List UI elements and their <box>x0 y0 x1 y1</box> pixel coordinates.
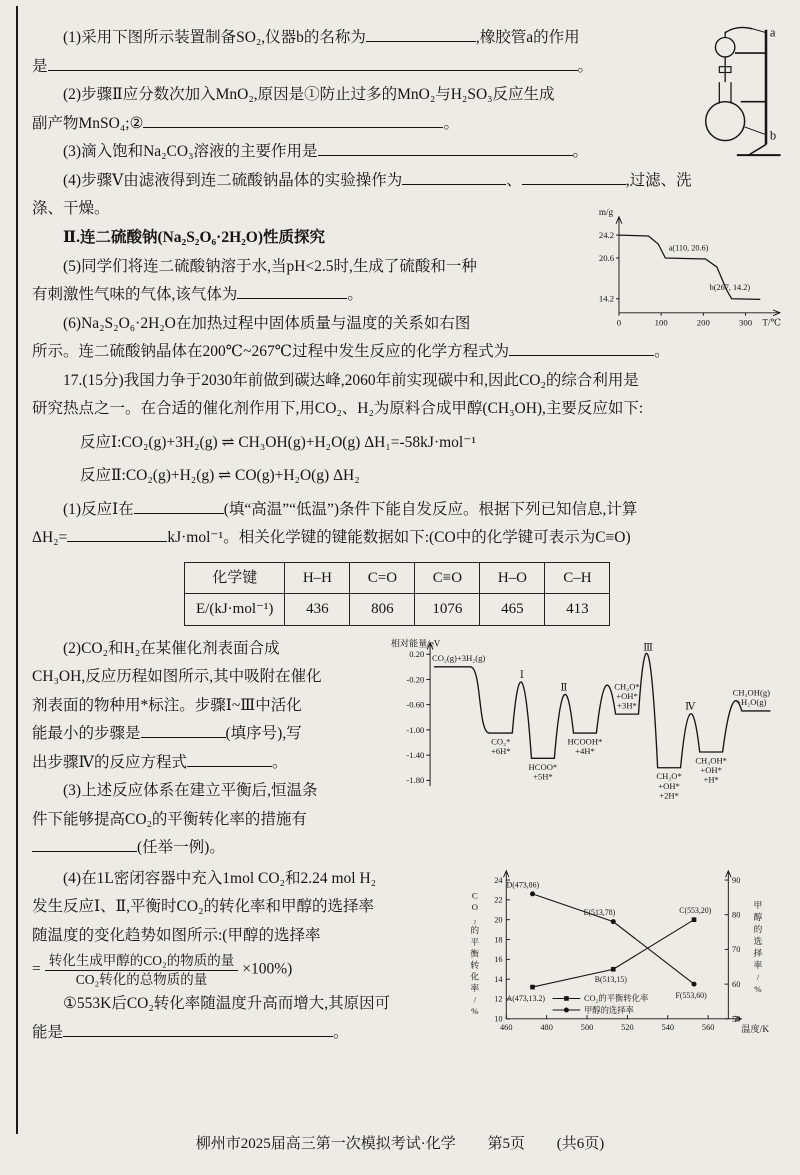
text-line <box>32 865 460 894</box>
text-segment: 17.(15分)我国力争于2030年前做到碳达峰,2060年前实现碳中和,因此CO₂的综合利用是 <box>63 371 639 389</box>
q17-part2-text <box>32 635 388 863</box>
text-segment: (4)步骤Ⅴ由滤液得到连二硫酸钠晶体的实验操作为 <box>63 171 403 189</box>
fraction <box>45 952 238 988</box>
answer-blank <box>134 497 224 514</box>
svg-text:%: % <box>754 983 762 994</box>
svg-text:的: 的 <box>753 923 763 934</box>
svg-text:Ⅲ: Ⅲ <box>643 642 653 654</box>
text-segment: 能是 <box>32 1023 64 1041</box>
text-line <box>32 990 460 1019</box>
svg-text:+4H*: +4H* <box>575 745 595 756</box>
svg-text:90: 90 <box>732 875 741 885</box>
svg-text:/: / <box>756 971 760 982</box>
label-b-leader <box>745 127 766 135</box>
svg-text:温度/K: 温度/K <box>741 1024 770 1035</box>
flask-body <box>706 102 745 141</box>
svg-text:16: 16 <box>494 954 503 964</box>
text-segment: 剂表面的物种用*标注。步骤Ⅰ~Ⅲ中活化 <box>32 696 302 714</box>
svg-text:+OH*: +OH* <box>700 764 722 775</box>
question-16-section <box>32 24 784 224</box>
text-segment: ,过滤、洗 <box>625 171 692 189</box>
selectivity-formula <box>32 952 460 988</box>
svg-text:-1.80: -1.80 <box>406 774 425 785</box>
answer-blank <box>141 722 226 739</box>
svg-text:22: 22 <box>494 895 503 905</box>
fraction-numerator: 转化生成甲醇的CO₂的物质的量 <box>48 953 235 969</box>
text-segment: ①553K后CO₂转化率随温度升高而增大,其原因可 <box>63 995 391 1013</box>
text-segment: (1)反应Ⅰ在 <box>63 500 134 518</box>
text-segment: 。 <box>577 57 594 75</box>
apparatus-figure <box>680 20 782 171</box>
svg-text:CH₃O*: CH₃O* <box>656 770 682 781</box>
text-segment: 。 <box>654 343 670 361</box>
text-line <box>32 663 388 692</box>
svg-text:50: 50 <box>732 1014 741 1024</box>
energy-profile-svg <box>388 635 780 812</box>
text-segment: 。 <box>272 753 288 771</box>
text-line <box>32 367 784 396</box>
svg-text:300: 300 <box>739 317 753 328</box>
text-segment: = <box>32 960 41 978</box>
svg-text:CO₂(g)+3H₂(g): CO₂(g)+3H₂(g) <box>431 652 486 663</box>
energy-profile-figure <box>388 635 784 823</box>
text-segment: (6)Na₂S₂O₆·2H₂O在加热过程中固体质量与温度的关系如右图 <box>63 314 471 332</box>
svg-text:相对能量/eV: 相对能量/eV <box>390 638 441 649</box>
svg-text:560: 560 <box>701 1022 715 1032</box>
text-segment: 。 <box>443 114 459 132</box>
svg-text:CO₂的平衡转化率: CO₂的平衡转化率 <box>583 994 649 1004</box>
svg-text:选: 选 <box>753 935 763 946</box>
text-segment: 件下能够提高CO₂的平衡转化率的措施有 <box>32 810 307 828</box>
svg-text:520: 520 <box>621 1022 634 1032</box>
svg-text:B(513,15): B(513,15) <box>594 974 627 984</box>
text-segment: 出步骤Ⅳ的反应方程式 <box>32 753 187 771</box>
svg-text:+H₂O(g): +H₂O(g) <box>736 696 767 707</box>
table-row <box>185 562 610 594</box>
svg-text:200: 200 <box>696 317 710 328</box>
footer-page-total: (共6页) <box>556 1136 605 1153</box>
text-segment: kJ·mol⁻¹。相关化学键的键能数据如下:(CO中的化学键可表示为C≡O) <box>167 529 631 547</box>
fraction-denominator: CO₂转化的总物质的量 <box>45 970 238 989</box>
reaction-equation-1: 反应Ⅰ:CO₂(g)+3H₂(g) ⇌ CH₃OH(g)+H₂O(g) ΔH₁=-58kJ·mol⁻¹ <box>80 433 477 451</box>
svg-text:24.2: 24.2 <box>598 230 615 241</box>
svg-text:T/℃: T/℃ <box>762 317 781 328</box>
text-segment: 。 <box>347 286 363 304</box>
text-line <box>32 496 784 525</box>
svg-text:14.2: 14.2 <box>598 293 615 304</box>
svg-text:+6H*: +6H* <box>490 745 511 756</box>
svg-text:Ⅳ: Ⅳ <box>685 701 696 713</box>
answer-blank <box>318 140 573 157</box>
svg-text:率: 率 <box>753 959 763 970</box>
text-segment: 研究热点之一。在合适的催化剂作用下,用CO₂、H₂为原料合成甲醇(CH₃OH),主要反应如下: <box>32 400 644 418</box>
svg-text:100: 100 <box>654 317 668 328</box>
svg-text:500: 500 <box>580 1022 594 1032</box>
text-segment: (4)在1L密闭容器中充入1mol CO₂和2.24 mol H₂ <box>63 869 377 887</box>
q17-part4-row <box>32 865 784 1080</box>
svg-text:O: O <box>471 901 478 912</box>
svg-text:Ⅰ: Ⅰ <box>519 669 524 681</box>
answer-blank <box>143 111 443 128</box>
svg-text:20: 20 <box>494 915 503 925</box>
svg-text:b(267, 14.2): b(267, 14.2) <box>709 282 751 292</box>
svg-text:₂: ₂ <box>473 913 477 924</box>
text-segment: (3)滴入饱和Na₂CO₃溶液的主要作用是 <box>63 143 318 161</box>
text-line <box>32 635 388 664</box>
svg-text:12: 12 <box>494 994 503 1004</box>
text-line <box>32 806 388 835</box>
text-segment: 所示。连二硫酸钠晶体在200℃~267℃过程中发生反应的化学方程式为 <box>32 343 510 361</box>
table-header-cell: C=O <box>350 562 415 594</box>
svg-text:F(553,60): F(553,60) <box>675 990 707 1000</box>
text-segment: 有刺激性气味的气体,该气体为 <box>32 286 238 304</box>
svg-text:转: 转 <box>470 959 480 970</box>
text-segment: 能最小的步骤是 <box>32 725 141 743</box>
text-line <box>32 922 460 951</box>
svg-text:-1.00: -1.00 <box>406 724 425 735</box>
table-cell: 436 <box>285 594 350 626</box>
q17-part4-text <box>32 865 460 1048</box>
text-segment: (2)CO₂和H₂在某催化剂表面合成 <box>63 639 280 657</box>
svg-text:%: % <box>471 1005 479 1016</box>
answer-blank <box>402 168 506 185</box>
text-segment: 是 <box>32 57 48 75</box>
svg-text:CH₂O*: CH₂O* <box>614 680 640 691</box>
text-line <box>32 81 784 110</box>
svg-text:率: 率 <box>470 982 480 993</box>
text-segment: (填序号),写 <box>225 725 302 743</box>
text-segment: ×100%) <box>242 960 293 978</box>
answer-blank <box>187 750 272 767</box>
text-segment: 副产物MnSO₄;② <box>32 114 144 132</box>
funnel-bulb <box>715 38 734 57</box>
apparatus-label-b: b <box>769 128 777 143</box>
table-cell: 413 <box>545 594 610 626</box>
mass-temperature-chart <box>578 206 784 349</box>
stand-leg <box>749 144 767 155</box>
question-17-section <box>32 367 784 626</box>
text-segment: ΔH₂= <box>32 529 68 547</box>
answer-blank <box>48 54 578 71</box>
text-segment: 。 <box>333 1023 349 1041</box>
svg-text:60: 60 <box>732 979 741 989</box>
text-line <box>32 167 784 196</box>
svg-text:70: 70 <box>732 944 741 954</box>
answer-blank <box>237 283 347 300</box>
svg-text:a(110, 20.6): a(110, 20.6) <box>668 243 709 253</box>
svg-text:+5H*: +5H* <box>533 771 553 782</box>
text-segment: 涤、干燥。 <box>32 200 110 218</box>
text-segment: 、 <box>506 171 522 189</box>
svg-text:0: 0 <box>616 317 622 328</box>
label-a-leader <box>752 29 766 33</box>
svg-text:D(473,86): D(473,86) <box>506 880 540 890</box>
conversion-chart-svg <box>460 865 782 1069</box>
table-header-cell: C–H <box>545 562 610 594</box>
answer-blank <box>67 526 167 543</box>
table-header-cell: H–O <box>480 562 545 594</box>
svg-text:+OH*: +OH* <box>616 690 638 701</box>
svg-text:-1.40: -1.40 <box>406 749 425 760</box>
svg-text:m/g: m/g <box>598 206 614 217</box>
table-cell: E/(kJ·mol⁻¹) <box>185 594 285 626</box>
svg-text:化: 化 <box>470 971 480 982</box>
rubber-tube <box>725 27 752 32</box>
svg-text:醇: 醇 <box>753 911 763 922</box>
footer-page-number: 第5页 <box>487 1136 525 1153</box>
svg-text:甲醇的选择率: 甲醇的选择率 <box>583 1005 634 1015</box>
svg-text:24: 24 <box>494 875 503 885</box>
q17-part2-row <box>32 635 784 863</box>
svg-text:540: 540 <box>661 1022 675 1032</box>
svg-text:+H*: +H* <box>703 774 719 785</box>
svg-text:-0.20: -0.20 <box>406 673 425 684</box>
text-line <box>32 110 784 139</box>
apparatus-svg <box>680 20 782 160</box>
table-header-cell: 化学键 <box>185 562 285 594</box>
apparatus-label-a: a <box>769 25 776 40</box>
text-line <box>32 138 784 167</box>
text-segment: (3)上述反应体系在建立平衡后,恒温条 <box>63 782 318 800</box>
text-segment: (2)步骤Ⅱ应分数次加入MnO₂,原因是①防止过多的MnO₂与H₂SO₃反应生成 <box>63 86 555 104</box>
svg-text:CO₂*: CO₂* <box>491 736 511 747</box>
svg-text:80: 80 <box>732 910 741 920</box>
text-line <box>32 720 388 749</box>
text-line <box>32 749 388 778</box>
svg-text:Ⅱ: Ⅱ <box>560 682 568 694</box>
bond-energy-table <box>184 562 610 626</box>
table-cell: 806 <box>350 594 415 626</box>
text-segment: (任举一例)。 <box>137 839 225 857</box>
svg-text:择: 择 <box>753 947 763 958</box>
answer-blank <box>63 1020 333 1037</box>
svg-text:10: 10 <box>494 1014 503 1024</box>
answer-blank <box>366 26 476 43</box>
svg-text:C: C <box>471 890 478 901</box>
svg-text:18: 18 <box>494 935 503 945</box>
svg-text:C(553,20): C(553,20) <box>679 905 712 915</box>
svg-text:CH₃OH*: CH₃OH* <box>695 755 727 766</box>
table-cell: 1076 <box>415 594 480 626</box>
table-row <box>185 594 610 626</box>
text-segment: 发生反应Ⅰ、Ⅱ,平衡时CO₂的转化率和甲醇的选择率 <box>32 898 374 916</box>
svg-text:E(513,78): E(513,78) <box>583 907 616 917</box>
svg-text:480: 480 <box>540 1022 553 1032</box>
text-line <box>32 524 784 553</box>
answer-blank <box>522 168 626 185</box>
svg-text:平: 平 <box>470 936 480 947</box>
page-edge-line <box>16 6 18 1134</box>
footer-title: 柳州市2025届高三第一次模拟考试·化学 <box>195 1136 456 1153</box>
svg-text:+2H*: +2H* <box>659 790 679 801</box>
text-line <box>32 777 388 806</box>
svg-text:的: 的 <box>470 925 480 936</box>
svg-text:/: / <box>473 994 477 1005</box>
reaction-equation-2: 反应Ⅱ:CO₂(g)+H₂(g) ⇌ CO(g)+H₂O(g) ΔH₂ <box>80 467 360 485</box>
text-segment: 随温度的变化趋势如图所示:(甲醇的选择率 <box>32 926 321 944</box>
text-segment: (1)采用下图所示装置制备SO₂,仪器b的名称为 <box>63 29 366 46</box>
svg-text:+3H*: +3H* <box>617 700 637 711</box>
svg-text:HCOOH*: HCOOH* <box>567 736 603 747</box>
section-heading: Ⅱ.连二硫酸钠(Na₂S₂O₆·2H₂O)性质探究 <box>63 229 326 246</box>
text-line <box>32 24 784 53</box>
text-segment: (填“高温”“低温”)条件下能自发反应。根据下列已知信息,计算 <box>223 500 638 518</box>
text-segment: CH₃OH,反应历程如图所示,其中吸附在催化 <box>32 668 322 686</box>
text-line <box>32 893 460 922</box>
text-line <box>32 834 388 863</box>
answer-blank <box>32 836 137 853</box>
svg-text:20.6: 20.6 <box>598 252 615 263</box>
text-line <box>32 692 388 721</box>
svg-text:A(473,13.2): A(473,13.2) <box>506 993 546 1003</box>
svg-text:CH₃OH(g): CH₃OH(g) <box>732 687 771 698</box>
svg-text:460: 460 <box>500 1022 513 1032</box>
text-line <box>32 395 784 424</box>
svg-text:-0.60: -0.60 <box>406 699 425 710</box>
text-segment: ,橡胶管a的作用 <box>475 29 580 46</box>
text-line <box>32 1019 460 1048</box>
table-header-cell: C≡O <box>415 562 480 594</box>
svg-text:0.20: 0.20 <box>409 648 425 659</box>
text-line <box>32 53 784 82</box>
page-footer <box>0 1131 800 1159</box>
table-cell: 465 <box>480 594 545 626</box>
text-segment: (5)同学们将连二硫酸钠溶于水,当pH<2.5时,生成了硫酸和一种 <box>63 257 477 275</box>
svg-text:衡: 衡 <box>470 948 480 959</box>
text-segment: 。 <box>572 143 589 161</box>
svg-text:HCOO*: HCOO* <box>528 761 558 772</box>
svg-text:甲: 甲 <box>753 899 763 910</box>
conversion-selectivity-chart <box>460 865 784 1080</box>
table-header-cell: H–H <box>285 562 350 594</box>
svg-text:+OH*: +OH* <box>658 780 680 791</box>
svg-text:14: 14 <box>494 974 503 984</box>
mass-chart-svg <box>578 206 784 338</box>
